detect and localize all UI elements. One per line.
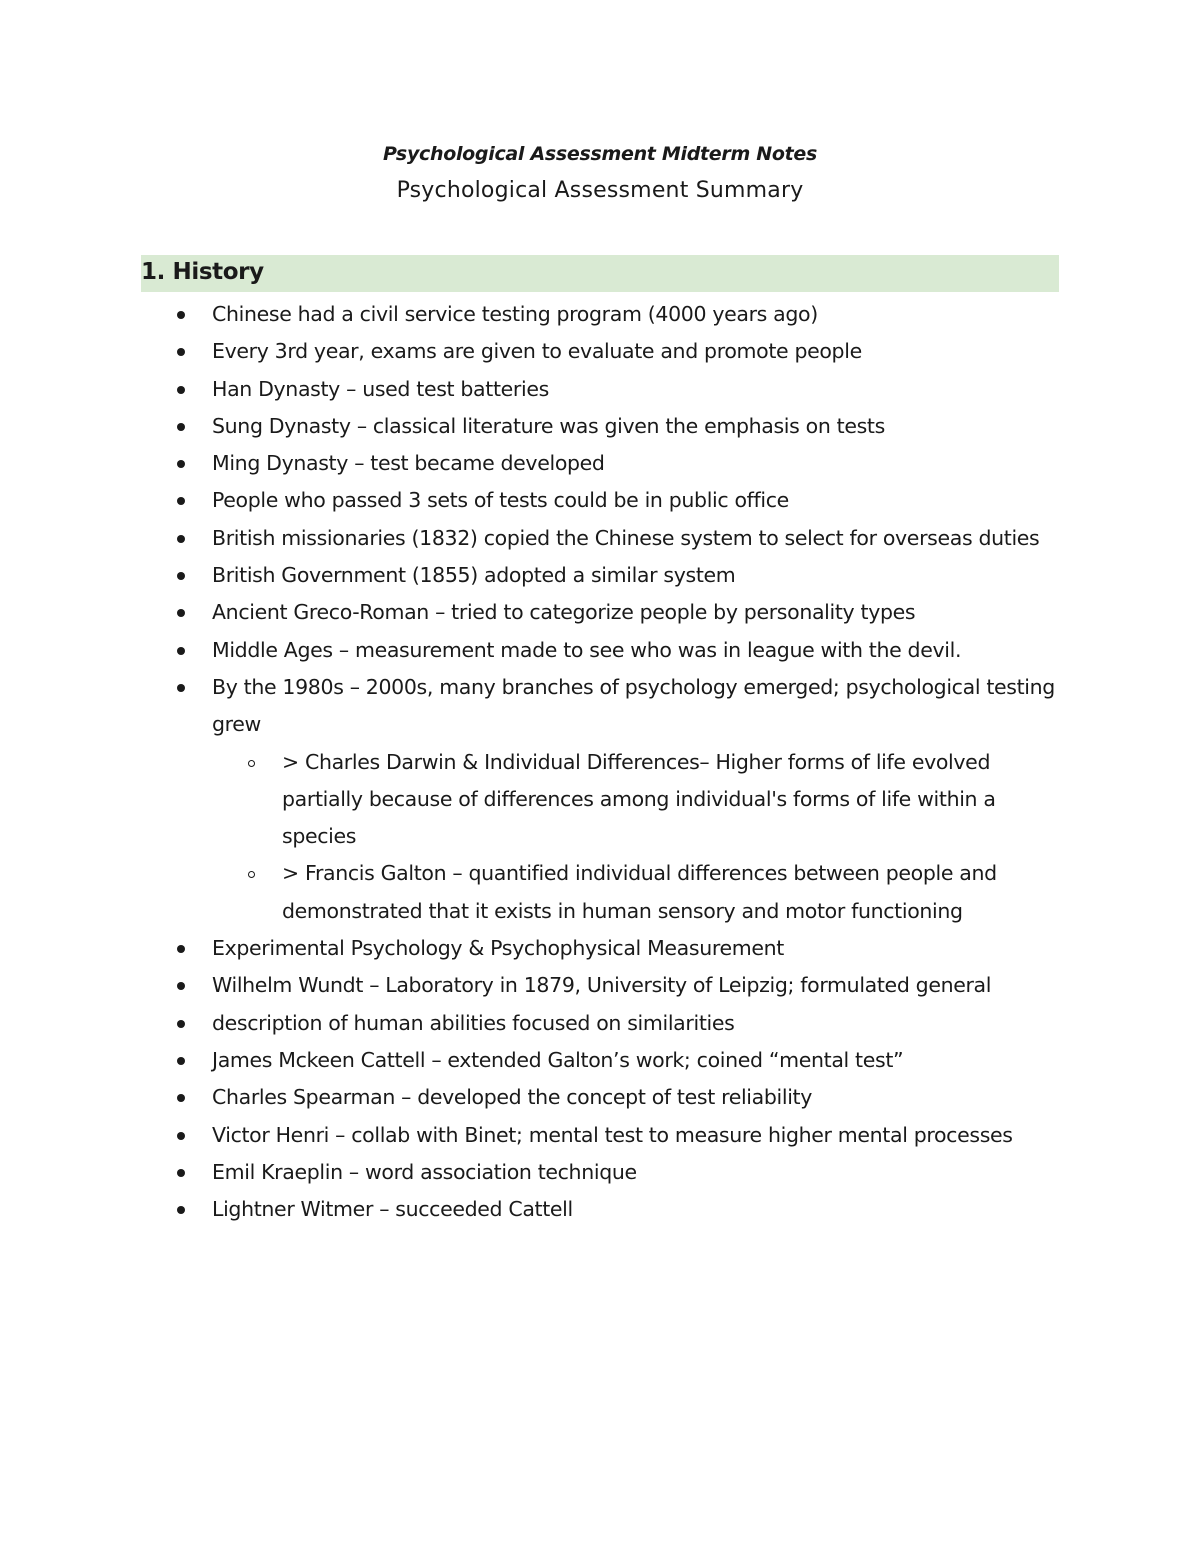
- bullet-icon: [177, 1169, 185, 1177]
- list-item: [0, 594, 1060, 631]
- list-item-text: Every 3rd year, exams are given to evaluate and promote people: [212, 339, 862, 364]
- hollow-bullet-icon: [248, 871, 255, 878]
- bullet-icon: [177, 1094, 185, 1102]
- section-heading: 1. History: [141, 259, 264, 285]
- list-item-text: > Charles Darwin & Individual Differences– Higher forms of life evolved partially because of differences among individual's forms of life within a species: [282, 749, 996, 849]
- list-item: [0, 1079, 1060, 1116]
- list-item-text: description of human abilities focused on similarities: [212, 1010, 735, 1035]
- list-item: [0, 1117, 1060, 1154]
- list-item-text: Emil Kraeplin – word association technique: [212, 1159, 637, 1184]
- list-item-text: Han Dynasty – used test batteries: [212, 376, 549, 401]
- list-item: [0, 445, 1060, 482]
- list-item: [0, 296, 1060, 333]
- bullet-icon: [177, 945, 185, 953]
- bullet-icon: [177, 460, 185, 468]
- bullet-icon: [177, 647, 185, 655]
- list-item-text: Charles Spearman – developed the concept of test reliability: [212, 1085, 813, 1110]
- list-item-text: Chinese had a civil service testing program (4000 years ago): [212, 302, 818, 326]
- document-title: Psychological Assessment Midterm Notes: [382, 143, 817, 165]
- list-item-text: Lightner Witmer – succeeded Cattell: [212, 1197, 573, 1222]
- bullet-icon: [177, 572, 185, 580]
- list-item-text: People who passed 3 sets of tests could be in public office: [212, 488, 789, 513]
- bullet-icon: [177, 497, 185, 505]
- hollow-bullet-icon: [248, 760, 255, 767]
- bullet-icon: [177, 423, 185, 431]
- bullet-icon: [177, 1206, 185, 1214]
- sub-list-item: [0, 744, 1060, 856]
- list-item-text: > Francis Galton – quantified individual differences between people and demonstrated that it exists in human sensory and motor functioning: [282, 861, 997, 923]
- list-item-text: Wilhelm Wundt – Laboratory in 1879, University of Leipzig; formulated general: [212, 973, 992, 998]
- list-item-text: Middle Ages – measurement made to see who was in league with the devil.: [212, 637, 962, 662]
- list-item: [0, 967, 1060, 1004]
- list-item: [0, 1191, 1060, 1228]
- bullet-icon: [177, 386, 185, 394]
- bullet-icon: [177, 684, 185, 692]
- list-item-text: By the 1980s – 2000s, many branches of psychology emerged; psychological testing grew: [212, 674, 1055, 737]
- list-item-text: Victor Henri – collab with Binet; mental test to measure higher mental processes: [212, 1122, 1013, 1147]
- list-item: [0, 371, 1060, 408]
- bullet-icon: [177, 609, 185, 617]
- bullet-icon: [177, 348, 185, 356]
- list-item: [0, 632, 1060, 669]
- section-highlight-bar: [141, 255, 1059, 292]
- list-item: [0, 1154, 1060, 1191]
- bullet-icon: [177, 535, 185, 543]
- bullet-icon: [177, 1057, 185, 1065]
- bullet-icon: [177, 1020, 185, 1028]
- list-item: [0, 557, 1060, 594]
- list-item: [0, 520, 1060, 557]
- list-item-text: British missionaries (1832) copied the Chinese system to select for overseas duties: [212, 525, 1040, 550]
- history-bullet-list: [0, 296, 1200, 1228]
- bullet-icon: [177, 982, 185, 990]
- list-item-text: Ming Dynasty – test became developed: [212, 451, 605, 476]
- list-item: [0, 482, 1060, 519]
- bullet-icon: [177, 311, 185, 319]
- bullet-icon: [177, 1132, 185, 1140]
- document-subtitle: Psychological Assessment Summary: [396, 178, 804, 203]
- sub-list-item: [0, 855, 1060, 930]
- list-item-text: Ancient Greco-Roman – tried to categorize people by personality types: [212, 600, 916, 625]
- list-item: [0, 930, 1060, 967]
- list-item: [0, 1042, 1060, 1079]
- list-item-text: Sung Dynasty – classical literature was given the emphasis on tests: [212, 413, 885, 438]
- list-item-text: James Mckeen Cattell – extended Galton’s work; coined “mental test”: [212, 1047, 904, 1072]
- list-item: [0, 669, 1060, 744]
- list-item: [0, 333, 1060, 370]
- list-item: [0, 408, 1060, 445]
- list-item: [0, 1005, 1060, 1042]
- list-item-text: British Government (1855) adopted a similar system: [212, 563, 736, 588]
- list-item-text: Experimental Psychology & Psychophysical Measurement: [212, 936, 784, 961]
